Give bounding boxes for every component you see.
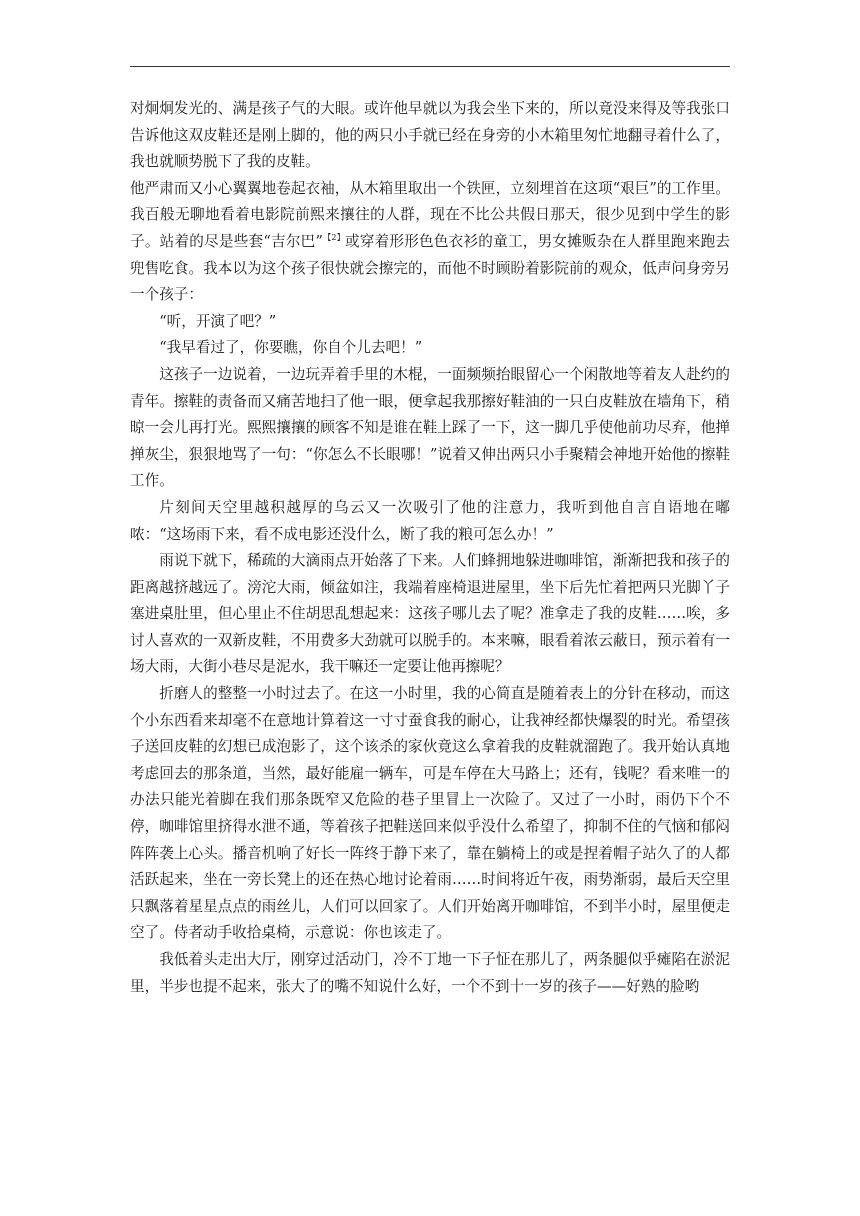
paragraph-8: 折磨人的整整一小时过去了。在这一小时里，我的心简直是随着表上的分针在移动，而这个小东西看来却毫不在意地计算着这一寸寸蚕食我的耐心，让我神经都快爆裂的时光。希望孩子送回皮鞋的幻想已成泡影了，这个该杀的家伙竟这么拿着我的皮鞋就溜跑了。我开始认真地考虑回去的那条道，当然，最好能雇一辆车，可是车停在大马路上；还有，钱呢？看来唯一的办法只能光着脚在我们那条既窄又危险的巷子里冒上一次险了。又过了一小时，雨仍下个不停，咖啡馆里挤得水泄不通，等着孩子把鞋送回来似乎没什么希望了，抑制不住的气恼和郁闷阵阵袭上心头。播音机响了好长一阵终于静下来了，靠在躺椅上的或是捏着帽子站久了的人都活跃起来，坐在一旁长凳上的还在热心地讨论着雨……时间将近午夜，雨势渐弱，最后天空里只飘落着星星点点的雨丝儿，人们可以回家了。人们开始离开咖啡馆，不到半小时，屋里便走空了。侍者动手收拾桌椅，示意说：你也该走了。 — [130, 685, 730, 942]
paragraph-2-text-a: 他严肃而又小心翼翼地卷起衣袖，从木箱里取出一个铁匣，立刻埋首在这项“艰巨”的工作里。我百般无聊地看着电影院前熙来攘往的人群，现在不比公共假日那天，很少见到中学生的影子。站着的尽是些套“吉尔巴” — [130, 179, 730, 250]
header-rule — [130, 66, 730, 67]
paragraph-6: 片刻间天空里越积越厚的乌云又一次吸引了他的注意力，我听到他自言自语地在嘟哝：“这场雨下来，看不成电影还没什么，断了我的粮可怎么办！” — [130, 498, 730, 543]
paragraph-5: 这孩子一边说着，一边玩弄着手里的木棍，一面频频抬眼留心一个闲散地等着友人赴约的青年。擦鞋的责备而又痛苦地扫了他一眼，便拿起我那擦好鞋油的一只白皮鞋放在墙角下，稍晾一会儿再打光。熙熙攘攘的顾客不知是谁在鞋上踩了一下，这一脚几乎使他前功尽弃，他掸掸灰尘，狠狠地骂了一句：“你怎么不长眼哪！”说着又伸出两只小手聚精会神地开始他的擦鞋工作。 — [130, 365, 730, 490]
paragraph-1: 对炯炯发光的、满是孩子气的大眼。或许他早就以为我会坐下来的，所以竟没来得及等我张口告诉他这双皮鞋还是刚上脚的，他的两只小手就已经在身旁的小木箱里匆忙地翻寻着什么了，我也就顺势脱下了我的皮鞋。 — [130, 100, 730, 171]
paragraph-7: 雨说下就下，稀疏的大滴雨点开始落了下来。人们蜂拥地躲进咖啡馆，渐渐把我和孩子的距离越挤越远了。滂沱大雨，倾盆如注，我端着座椅退进屋里，坐下后先忙着把两只光脚丫子塞进桌肚里，但心里止不住胡思乱想起来：这孩子哪儿去了呢？准拿走了我的皮鞋……唉，多讨人喜欢的一双新皮鞋，不用费多大劲就可以脱手的。本来嘛，眼看着浓云蔽日，预示着有一场大雨，大街小巷尽是泥水，我干嘛还一定要让他再擦呢？ — [130, 552, 730, 676]
paragraph-3: “听，开演了吧？” — [159, 312, 277, 330]
paragraph-9: 我低着头走出大厅，刚穿过活动门，冷不丁地一下子怔在那儿了，两条腿似乎瘫陷在淤泥里，半步也提不起来，张大了的嘴不知说什么好，一个不到十一岁的孩子——好熟的脸哟 — [130, 951, 730, 995]
paragraph-2-text-b: 或穿着形形色色衣衫的童工，男女摊贩杂在人群里跑来跑去兜售吃食。我本以为这个孩子很快就会擦完的，而他不时顾盼着影院前的观众，低声问身旁另一个孩子： — [130, 232, 730, 304]
paragraph-2 — [130, 176, 730, 309]
footnote-marker: 【2】 — [322, 232, 345, 242]
article-body — [130, 96, 730, 1000]
paragraph-4: “我早看过了，你要瞧，你自个儿去吧！” — [159, 339, 423, 357]
